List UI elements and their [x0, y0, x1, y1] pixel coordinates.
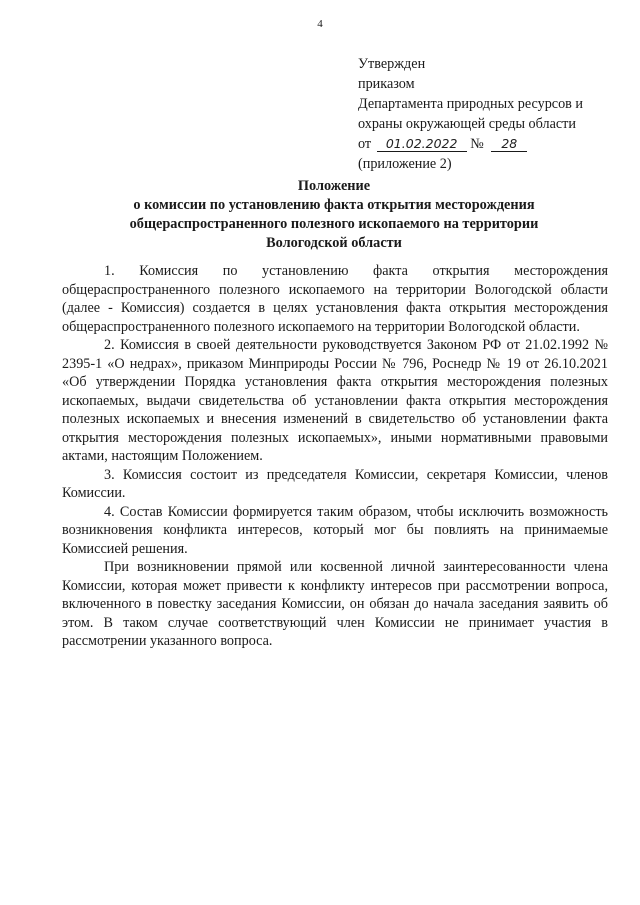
- title-line-4: Вологодской области: [266, 235, 402, 251]
- title-line-3: общераспространенного полезного ископаемого на территории: [129, 216, 539, 232]
- approval-line-department: Департамента природных ресурсов и: [358, 96, 584, 112]
- approval-line-by-order: приказом: [358, 76, 415, 92]
- handwritten-date: 01.02.2022: [377, 137, 467, 152]
- number-label: №: [470, 136, 484, 152]
- attachment-label: (приложение 2): [358, 156, 452, 172]
- paragraph-4: 4. Состав Комиссии формируется таким образом, чтобы исключить возможность возникновения конфликта интересов, который мог бы повлиять на принимаемые Комиссией решения.: [62, 503, 608, 557]
- paragraph-5: При возникновении прямой или косвенной личной заинтересованности члена Комиссии, которая может привести к конфликту интересов при рассмотрении вопроса, включенного в повестку заседания Комиссии, он обязан до начала заседания заявить об этом. В таком случае соответствующий член Комиссии не принимает участия в рассмотрении указанного вопроса.: [62, 559, 608, 649]
- approval-date-number-line: [358, 134, 620, 154]
- approval-block: [358, 54, 620, 174]
- page-number: 4: [317, 18, 323, 30]
- title-line-1: Положение: [297, 178, 371, 194]
- paragraph-1: 1. Комиссия по установлению факта открытия месторождения общераспространенного полезного ископаемого на территории Вологодской области (далее - Комиссия) создается в целях установления факта открытия месторождения общераспространенного полезного ископаемого на территории Вологодской области.: [62, 263, 608, 335]
- from-label: от: [358, 136, 372, 152]
- document-title: [60, 177, 608, 253]
- approval-line-department-cont: охраны окружающей среды области: [358, 116, 576, 132]
- paragraph-2: 2. Комиссия в своей деятельности руководствуется Законом РФ от 21.02.1992 № 2395-1 «О недрах», приказом Минприроды России № 796, Роснедр № 19 от 26.10.2021 «Об утверждении Порядка установления факта открытия месторождения полезных ископаемых, выдачи свидетельства об установлении факта открытия месторождения полезных ископаемых и внесения изменений в свидетельство об установлении факта открытия месторождения полезных ископаемых», иными нормативными правовыми актами, настоящим Положением.: [62, 337, 608, 464]
- title-line-2: о комиссии по установлению факта открытия месторождения: [133, 197, 535, 213]
- handwritten-number: 28: [491, 137, 527, 152]
- approval-line-approved: Утвержден: [358, 56, 426, 72]
- document-body: [62, 262, 608, 651]
- paragraph-3: 3. Комиссия состоит из председателя Комиссии, секретаря Комиссии, членов Комиссии.: [62, 466, 608, 501]
